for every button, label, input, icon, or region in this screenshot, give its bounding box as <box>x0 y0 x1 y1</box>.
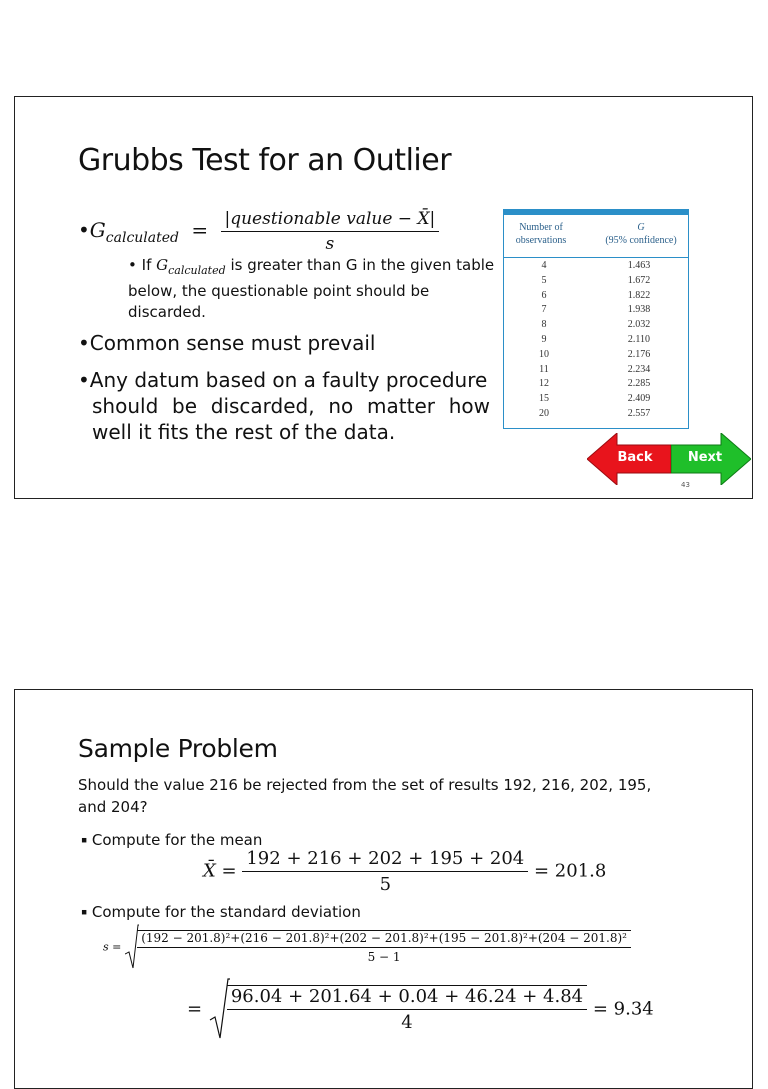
g-calc-symbol: G <box>156 256 169 274</box>
step-label: Compute for the mean <box>91 831 263 849</box>
slide-title: Sample Problem <box>78 734 278 763</box>
step-mean <box>81 831 262 849</box>
bullet-marker: • <box>78 218 90 242</box>
sub-bullet-text: is greater than G in the given table below, the questionable point should be discarded. <box>128 256 495 321</box>
bullet-text: Common sense must prevail <box>89 331 376 355</box>
bullet-line-3: well it fits the rest of the data. <box>92 420 396 444</box>
stdev2-equals: = <box>187 998 203 1020</box>
mean-denominator: 5 <box>379 874 392 895</box>
sub-bullet-marker: • <box>128 256 137 274</box>
g-symbol: G <box>89 218 106 242</box>
table-row: 12 2.285 <box>539 378 651 390</box>
stdev-lhs: s = <box>103 940 122 954</box>
step-bullet: ▪ <box>81 835 88 846</box>
grubbs-numerator: |questionable value − X̄| <box>221 209 440 232</box>
step-bullet: ▪ <box>81 907 88 918</box>
table-header <box>504 221 688 258</box>
table-row: 9 2.110 <box>541 333 651 345</box>
mean-result: = 201.8 <box>533 860 607 882</box>
mean-numerator: 192 + 216 + 202 + 195 + 204 <box>242 848 528 872</box>
grubbs-denominator: s <box>325 234 335 254</box>
step-label: Compute for the standard deviation <box>91 903 361 921</box>
step-stdev <box>81 903 361 921</box>
stdev-fraction <box>137 930 631 964</box>
equals-sign: = <box>191 218 209 242</box>
stdev2-fraction <box>227 985 587 1033</box>
bullet-common-sense: •Common sense must prevail <box>78 331 376 355</box>
table-row: 10 2.176 <box>539 348 651 360</box>
stdev2-denominator: 4 <box>401 1012 413 1033</box>
table-row: 8 2.032 <box>541 319 651 331</box>
next-button[interactable] <box>671 433 751 485</box>
stdev2-numerator: 96.04 + 201.64 + 0.04 + 46.24 + 4.84 <box>227 986 587 1010</box>
back-label: Back <box>617 450 653 465</box>
g-subscript: calculated <box>105 230 180 246</box>
slide-grubbs-test <box>14 96 753 499</box>
formula-bullet <box>78 209 439 254</box>
table-row: 6 1.822 <box>541 289 651 301</box>
bullet-line-1: Any datum based on a faulty procedure <box>89 368 488 392</box>
sub-bullet <box>128 255 498 323</box>
col-header-g: G (95% confidence) <box>605 222 677 246</box>
stdev-denominator: 5 − 1 <box>367 950 401 964</box>
question-line-2: and 204? <box>78 798 148 816</box>
stdev-simplified-formula <box>187 978 654 1040</box>
mean-fraction <box>242 848 528 895</box>
table-row: 15 2.409 <box>539 393 651 405</box>
next-label: Next <box>687 450 723 465</box>
mean-formula <box>203 848 606 895</box>
sub-bullet-prefix: If <box>141 256 152 274</box>
grubbs-critical-table <box>503 209 689 429</box>
col-header-observations: Number of observations <box>515 222 567 246</box>
page-number: 43 <box>681 481 690 489</box>
problem-statement <box>78 774 738 818</box>
table-row: 5 1.672 <box>541 274 651 286</box>
slide-sample-problem <box>14 689 753 1089</box>
slide-title: Grubbs Test for an Outlier <box>78 143 452 178</box>
mean-lhs: X̄ = <box>203 860 237 882</box>
stdev-numerator: (192 − 201.8)²+(216 − 201.8)²+(202 − 201.8)²+(195 − 201.8)²+(204 − 201.8)² <box>137 931 631 948</box>
table-body <box>504 259 688 422</box>
table-row: 7 1.938 <box>541 304 651 316</box>
stdev-result: = 9.34 <box>592 998 654 1020</box>
bullet-line-2: should be discarded, no matter how <box>92 394 490 418</box>
table-row: 20 2.557 <box>539 407 651 419</box>
stdev-formula <box>103 924 631 970</box>
grubbs-fraction <box>221 209 440 254</box>
table-row: 4 1.463 <box>541 260 651 271</box>
question-line-1: Should the value 216 be rejected from the set of results 192, 216, 202, 195, <box>78 776 652 794</box>
table-row: 11 2.234 <box>539 363 651 375</box>
bullet-faulty-procedure: •Any datum based on a faulty procedure should be discarded, no matter how well it fits the rest of the data. <box>78 367 498 445</box>
g-calc-subscript: calculated <box>168 264 226 277</box>
back-button[interactable] <box>587 433 671 485</box>
